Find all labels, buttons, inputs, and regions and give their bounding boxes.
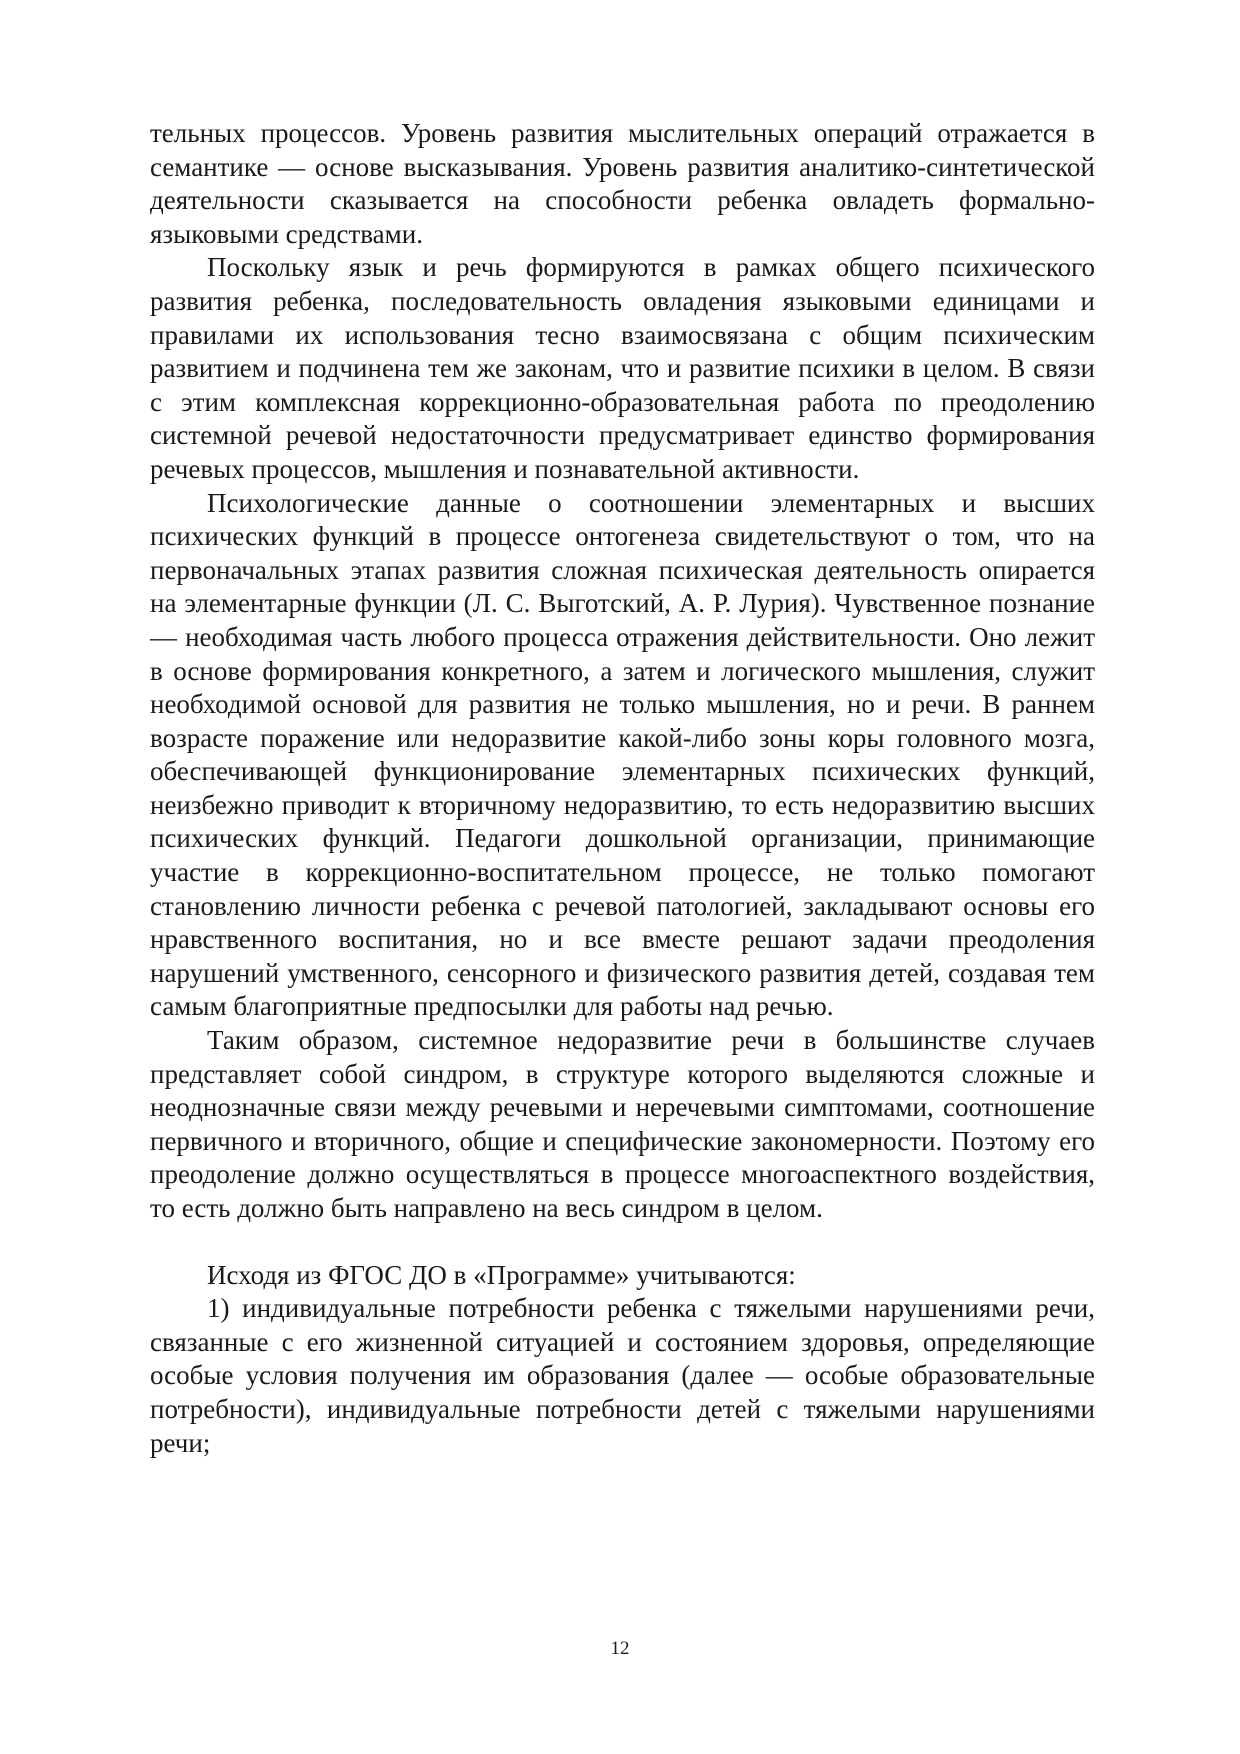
paragraph-language-speech: Поскольку язык и речь формируются в рамках общего психического развития ребенка, последовательность овладения языковыми единицами и правилами их использования тесно взаимосвязана с общим психическим развитием и подчинена тем же законам, что и развитие психики в целом. В связи с этим комплексная коррекционно-образовательная работа по преодолению системной речевой недостаточности предусматривает единство формирования речевых процессов, мышления и познавательной активности.	[150, 252, 1095, 484]
list-item-1: 1) индивидуальные потребности ребенка с тяжелыми нарушениями речи, связанные с его жизненной ситуацией и состоянием здоровья, определяющие особые условия получения им образования (далее — особые образовательные потребности), индивидуальные потребности детей с тяжелыми нарушениями речи;	[150, 1293, 1095, 1458]
paragraph-fgos-intro: Исходя из ФГОС ДО в «Программе» учитываются:	[207, 1259, 796, 1290]
paragraph-conclusion: Таким образом, системное недоразвитие речи в большинстве случаев представляет собой синдром, в структуре которого выделяются сложные и неоднозначные связи между речевыми и неречевыми симптомами, соотношение первичного и вторичного, общие и специфические закономерности. Поэтому его преодоление должно осуществляться в процессе многоаспектного воздействия, то есть должно быть направлено на весь синдром в целом.	[150, 1025, 1095, 1223]
paragraph-continuation: тельных процессов. Уровень развития мыслительных операций отражается в семантике — основе высказывания. Уровень развития аналитико-синтетической деятельности сказывается на способности ребенка овладеть формально-языковыми средствами.	[150, 118, 1095, 249]
body-text	[150, 117, 1095, 1460]
page-number: 12	[610, 1638, 630, 1659]
paragraph-psychological-data: Психологические данные о соотношении элементарных и высших психических функций в процессе онтогенеза свидетельствуют о том, что на первоначальных этапах развития сложная психическая деятельность опирается на элементарные функции (Л. С. Выготский, А. Р. Лурия). Чувственное познание — необходимая часть любого процесса отражения действительности. Оно лежит в основе формирования конкретного, а затем и логического мышления, служит необходимой основой для развития не только мышления, но и речи. В раннем возрасте поражение или недоразвитие какой-либо зоны коры головного мозга, обеспечивающей функционирование элементарных психических функций, неизбежно приводит к вторичному недоразвитию, то есть недоразвитию высших психических функций. Педагоги дошкольной организации, принимающие участие в коррекционно-воспитательном процессе, не только помогают становлению личности ребенка с речевой патологией, закладывают основы его нравственного воспитания, но и все вместе решают задачи преодоления нарушений умственного, сенсорного и физического развития детей, создавая тем самым благоприятные предпосылки для работы над речью.	[150, 487, 1095, 1022]
